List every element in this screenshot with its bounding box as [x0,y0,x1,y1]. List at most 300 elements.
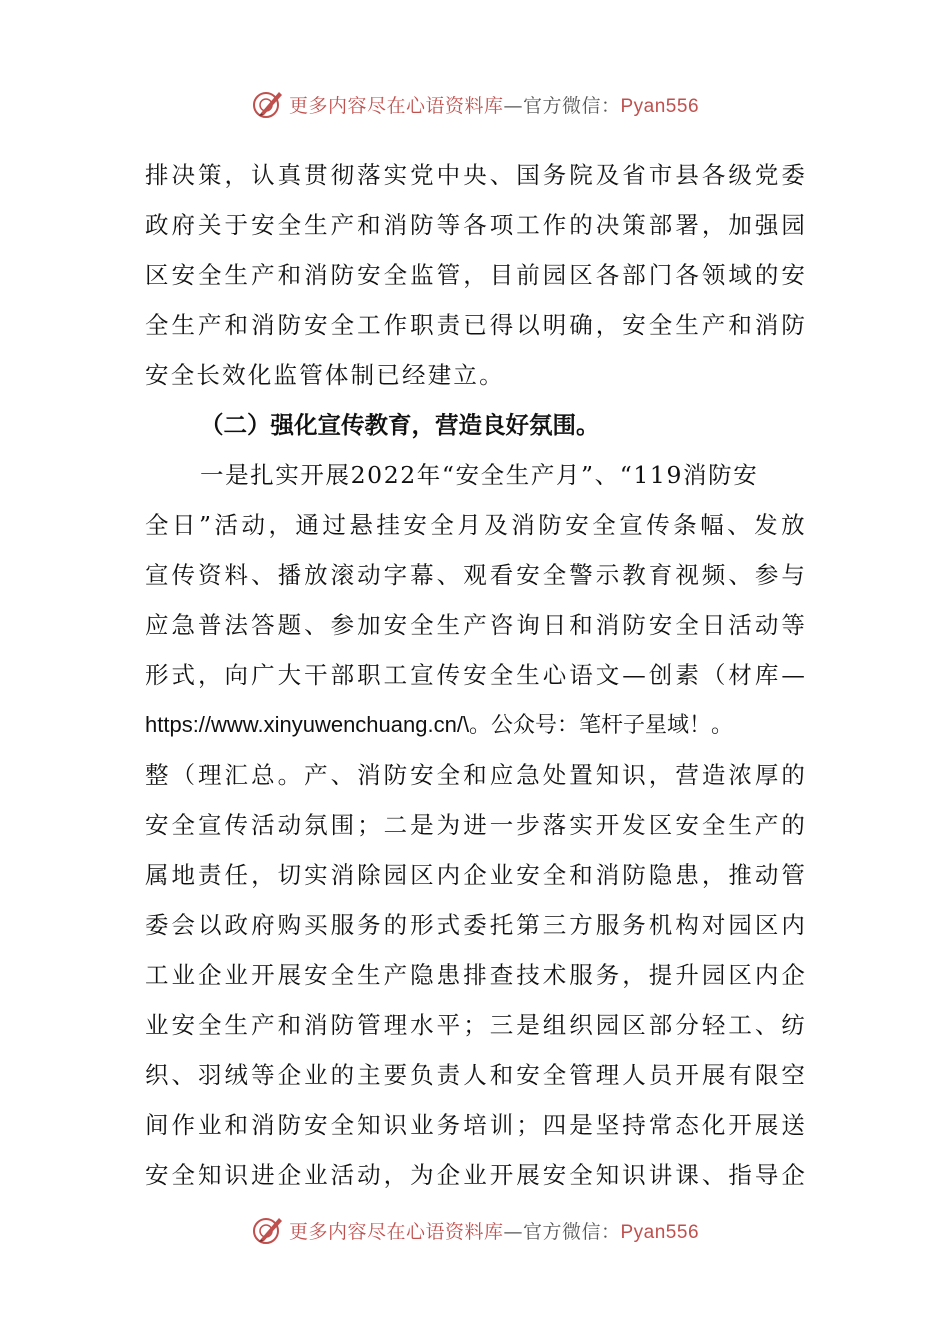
glyph: 和 [224,1111,249,1139]
glyph: 开 [675,1061,699,1089]
glyph: 等 [781,611,805,639]
document-body [145,150,805,1200]
glyph: 患 [675,861,699,889]
glyph: 发 [754,511,778,539]
glyph: 态 [675,1111,699,1139]
glyph: 项 [489,211,514,239]
glyph: 置 [569,761,593,789]
glyph: 挂 [376,511,400,539]
glyph: 教 [622,561,646,589]
glyph: 全 [383,261,408,289]
glyph: 产 [463,611,487,639]
glyph: 安 [357,261,381,289]
glyph: 决 [595,211,620,239]
header-separator: —官方微信： [503,94,621,117]
glyph: 法 [224,611,249,639]
glyph: — [781,661,805,689]
glyph: 消 [251,311,275,339]
glyph: 水 [410,1011,434,1039]
glyph: 目 [489,261,514,289]
glyph: ， [463,261,487,289]
glyph: 生 [357,961,381,989]
glyph: 动 [357,561,381,589]
glyph: 生 [675,311,699,339]
glyph: 题 [277,611,302,639]
glyph: 和 [728,311,752,339]
glyph: 区 [754,911,779,939]
glyph: 日 [171,511,196,539]
glyph: 消 [330,861,355,889]
glyph: 知 [595,1161,620,1189]
glyph: 、 [251,561,275,589]
glyph: 的 [330,1061,355,1089]
glyph: 围 [330,811,355,839]
glyph: 企 [198,961,222,989]
header-brand: 更多内容尽在心语资料库 [288,94,504,117]
glyph: 全 [330,1111,355,1139]
glyph: 区 [622,1011,646,1039]
glyph: 策 [622,211,646,239]
glyph: 讲 [648,1161,673,1189]
glyph: 市 [648,161,673,189]
glyph: ， [224,161,249,189]
glyph: 于 [224,211,249,239]
body-line-12: https://www.xinyuwenchuang.cn/\。公众号：笔杆子星域！。 [145,712,734,737]
glyph: 真 [277,161,302,189]
glyph: 普 [198,611,222,639]
glyph: 开 [251,961,275,989]
glyph: 消 [754,311,779,339]
glyph: 式 [171,661,196,689]
glyph: 日 [701,611,726,639]
glyph: 关 [198,211,222,239]
body-line-url [145,700,805,750]
glyph: 式 [436,911,461,939]
glyph: 全 [145,311,169,339]
glyph: 患 [436,961,461,989]
glyph: 二 [383,811,408,839]
glyph: 全 [145,511,169,539]
footer-banner [0,1210,950,1250]
glyph: 认 [251,161,275,189]
glyph: 安 [542,1161,567,1189]
glyph: 提 [648,961,673,989]
glyph: 域 [728,261,752,289]
glyph: 织 [569,1011,593,1039]
glyph: 和 [569,861,593,889]
glyph: 整 [145,761,169,789]
glyph: 园 [542,261,567,289]
glyph: 的 [781,761,805,789]
glyph: 管 [781,861,805,889]
glyph: 文 [595,661,620,689]
glyph: 工 [728,1011,752,1039]
glyph: 浓 [728,761,752,789]
glyph: 和 [357,211,381,239]
glyph: 安 [516,561,540,589]
glyph: 营 [675,761,699,789]
glyph: 职 [357,661,381,689]
glyph: 安 [622,311,646,339]
glyph: 是 [569,1111,593,1139]
glyph: 内 [754,961,779,989]
glyph: 加 [728,211,752,239]
glyph: 安 [648,611,673,639]
glyph: 活 [330,1161,355,1189]
footer-banner-text [289,1217,699,1244]
glyph: 动 [277,811,302,839]
glyph: 为 [436,811,461,839]
glyph: 排 [145,161,169,189]
glyph: 消 [595,861,620,889]
glyph: 园 [728,911,752,939]
glyph: 区 [410,861,434,889]
glyph: ； [463,1011,487,1039]
glyph: 区 [648,811,673,839]
glyph: 升 [675,961,699,989]
glyph: 作 [542,211,567,239]
glyph: 园 [595,1011,620,1039]
glyph: 的 [569,211,593,239]
glyph: 隐 [410,961,434,989]
glyph: 、 [728,561,752,589]
glyph: ， [198,661,222,689]
glyph: 培 [463,1111,487,1139]
glyph: 县 [675,161,699,189]
glyph: 急 [516,761,540,789]
glyph: 企 [781,1161,805,1189]
glyph: 安 [516,1061,540,1089]
glyph: 展 [277,961,302,989]
glyph: 加 [357,611,381,639]
glyph: 技 [516,961,540,989]
glyph: （ [171,761,196,789]
glyph: 、 [330,761,355,789]
glyph: 育 [648,561,673,589]
glyph: 安 [463,661,487,689]
glyph: 部 [648,211,673,239]
glyph: 和 [463,761,487,789]
glyph: 推 [728,861,752,889]
glyph: 对 [701,911,726,939]
glyph: 全 [542,561,567,589]
glyph: ， [383,1161,408,1189]
glyph: 四 [542,1111,567,1139]
glyph: 得 [489,311,514,339]
glyph: 买 [304,911,328,939]
glyph: 委 [781,161,805,189]
glyph: 区 [145,261,169,289]
glyph: 造 [701,761,726,789]
glyph: 生 [304,211,328,239]
glyph: 产 [701,311,726,339]
glyph: 防 [277,1111,302,1139]
glyph: ； [357,811,381,839]
glyph: 间 [145,1111,169,1139]
glyph: 部 [330,661,355,689]
body-line-18 [145,1000,805,1050]
glyph: 有 [728,1061,752,1089]
glyph: 府 [251,911,275,939]
glyph: 视 [675,561,699,589]
glyph: 悬 [349,511,373,539]
glyph: 字 [383,561,408,589]
glyph: 安 [304,1111,328,1139]
glyph: 全 [171,811,196,839]
glyph: 第 [516,911,540,939]
glyph: 购 [277,911,302,939]
glyph: 、 [171,1061,196,1089]
glyph: 国 [516,161,540,189]
glyph: 各 [675,261,699,289]
glyph: 干 [304,661,328,689]
glyph: 宣 [145,561,169,589]
glyph: 构 [675,911,699,939]
glyph: 消 [595,611,620,639]
glyph: 化 [701,1111,726,1139]
glyph: 责 [198,861,222,889]
glyph: 识 [383,1111,408,1139]
glyph: 部 [622,261,646,289]
glyph: 进 [251,1161,275,1189]
glyph: 托 [489,911,514,939]
glyph: 生 [516,661,540,689]
glyph: 宣 [198,811,222,839]
body-line-9 [145,550,805,600]
body-line-19 [145,1050,805,1100]
glyph: 活 [251,811,275,839]
glyph: 警 [569,561,593,589]
glyph: 播 [277,561,302,589]
glyph: 服 [569,961,593,989]
glyph: 安 [251,211,275,239]
body-line-4 [145,300,805,350]
glyph: 导 [754,1161,779,1189]
glyph: 咨 [489,611,514,639]
body-line-16 [145,900,805,950]
glyph: 广 [251,661,275,689]
glyph: 资 [198,561,222,589]
glyph: 全 [542,861,567,889]
glyph: 央 [463,161,487,189]
glyph: 业 [489,861,514,889]
glyph: 企 [436,1161,461,1189]
glyph: 党 [410,161,434,189]
glyph: 工 [383,661,408,689]
glyph: 开 [489,1161,514,1189]
glyph: （ [701,661,726,689]
glyph: 传 [436,661,461,689]
glyph: 内 [781,911,805,939]
glyph: 防 [330,1011,355,1039]
body-line-2 [145,200,805,250]
glyph: 全 [489,661,514,689]
glyph: 内 [436,861,461,889]
glyph: 园 [781,211,805,239]
glyph: 形 [410,911,434,939]
glyph: 产 [330,211,355,239]
body-line-15 [145,850,805,900]
glyph: 委 [463,911,487,939]
glyph: 是 [410,811,434,839]
glyph: 防 [410,211,434,239]
glyph: 决 [171,161,196,189]
glyph: 全 [198,1011,222,1039]
glyph: 政 [145,211,169,239]
glyph: 防 [383,761,408,789]
glyph: 指 [728,1161,752,1189]
glyph: 业 [145,1011,169,1039]
glyph: 活 [728,611,752,639]
glyph: 知 [357,1111,381,1139]
glyph: 安 [410,761,434,789]
glyph: 业 [304,1161,328,1189]
glyph: 幅 [700,511,724,539]
glyph: 动 [754,611,779,639]
glyph: 知 [595,761,620,789]
glyph: 作 [383,311,408,339]
glyph: 动 [357,1161,381,1189]
glyph: 产 [251,261,275,289]
glyph: 是 [516,1011,540,1039]
glyph: 安 [145,811,169,839]
body-line-14 [145,800,805,850]
glyph: 管 [357,1011,381,1039]
glyph: 门 [648,261,673,289]
glyph: 识 [224,1161,249,1189]
glyph: 政 [224,911,249,939]
footer-brand: 更多内容尽在心语资料库 [288,1220,504,1243]
glyph: 大 [277,661,302,689]
glyph: 业 [171,961,196,989]
glyph: 进 [463,811,487,839]
glyph: 隐 [648,861,673,889]
glyph: 幕 [410,561,434,589]
glyph: 理 [383,1011,408,1039]
glyph: 消 [251,1111,275,1139]
glyph: 空 [781,1061,805,1089]
glyph: 开 [595,811,620,839]
glyph: 与 [781,561,805,589]
glyph: 一 [489,811,514,839]
body-line-1 [145,150,805,200]
glyph: 全 [330,311,355,339]
glyph: 责 [436,1061,461,1089]
glyph: 处 [542,761,567,789]
glyph: 参 [754,561,779,589]
glyph: 全 [436,761,461,789]
glyph: 各 [701,161,726,189]
glyph: 生 [728,811,752,839]
glyph: 防 [622,861,646,889]
glyph: 企 [277,1161,302,1189]
glyph: 业 [410,1111,434,1139]
glyph: ， [622,961,646,989]
glyph: 监 [410,261,434,289]
glyph: 织 [145,1061,169,1089]
glyph: 宣 [619,511,643,539]
glyph: ， [251,861,275,889]
glyph: 防 [538,511,562,539]
glyph: 产 [383,961,408,989]
glyph: 区 [728,961,752,989]
glyph: 安 [781,261,805,289]
glyph: 落 [357,161,381,189]
body-line-17 [145,950,805,1000]
glyph: 工 [145,961,169,989]
glyph: ” [198,511,211,539]
glyph: 省 [622,161,646,189]
glyph: 识 [622,761,646,789]
glyph: 羽 [198,1061,222,1089]
body-line-21 [145,1150,805,1200]
glyph: 等 [251,1061,275,1089]
glyph: 企 [781,961,805,989]
glyph: 排 [463,961,487,989]
glyph: 署 [675,211,699,239]
glyph: 。 [277,761,302,789]
glyph: 领 [701,261,726,289]
body-line-20 [145,1100,805,1150]
glyph: 彻 [330,161,355,189]
glyph: 消 [357,761,381,789]
glyph: 和 [277,1011,302,1039]
glyph: 厚 [754,761,779,789]
glyph: 和 [224,311,249,339]
glyph: 人 [622,1061,646,1089]
glyph: 强 [754,211,779,239]
glyph: 、 [436,561,461,589]
glyph: 防 [781,311,805,339]
glyph: 员 [648,1061,673,1089]
glyph: 消 [304,1011,328,1039]
glyph: 地 [171,861,196,889]
glyph: 实 [569,811,593,839]
glyph: 月 [457,511,481,539]
glyph: 、 [727,511,751,539]
header-banner-text [289,91,699,118]
glyph: 和 [489,1061,514,1089]
glyph: 产 [304,761,328,789]
glyph: 课 [675,1161,699,1189]
glyph: 及 [595,161,620,189]
glyph: 纺 [781,1011,805,1039]
section-heading: （二）强化宣传教育，营造良好氛围。 [200,411,600,439]
glyph: 消 [304,261,328,289]
glyph: 送 [781,1111,805,1139]
glyph: 作 [171,1111,196,1139]
glyph: 职 [410,311,434,339]
glyph: 业 [224,961,249,989]
glyph: 三 [542,911,567,939]
glyph: 安 [403,511,427,539]
glyph: 人 [463,1061,487,1089]
glyph: 中 [436,161,461,189]
glyph: 全 [569,1161,593,1189]
glyph: 参 [330,611,355,639]
glyph: 放 [781,511,805,539]
glyph: 条 [673,511,697,539]
body-line-11 [145,650,805,700]
body-line-5: 安全长效化监管体制已经建立。 [145,361,505,389]
glyph: 产 [198,311,222,339]
glyph: 、 [701,1161,726,1189]
glyph: 以 [198,911,222,939]
glyph: 企 [277,1061,302,1089]
glyph: 防 [330,261,355,289]
glyph: 活 [214,511,238,539]
glyph: 的 [383,911,408,939]
